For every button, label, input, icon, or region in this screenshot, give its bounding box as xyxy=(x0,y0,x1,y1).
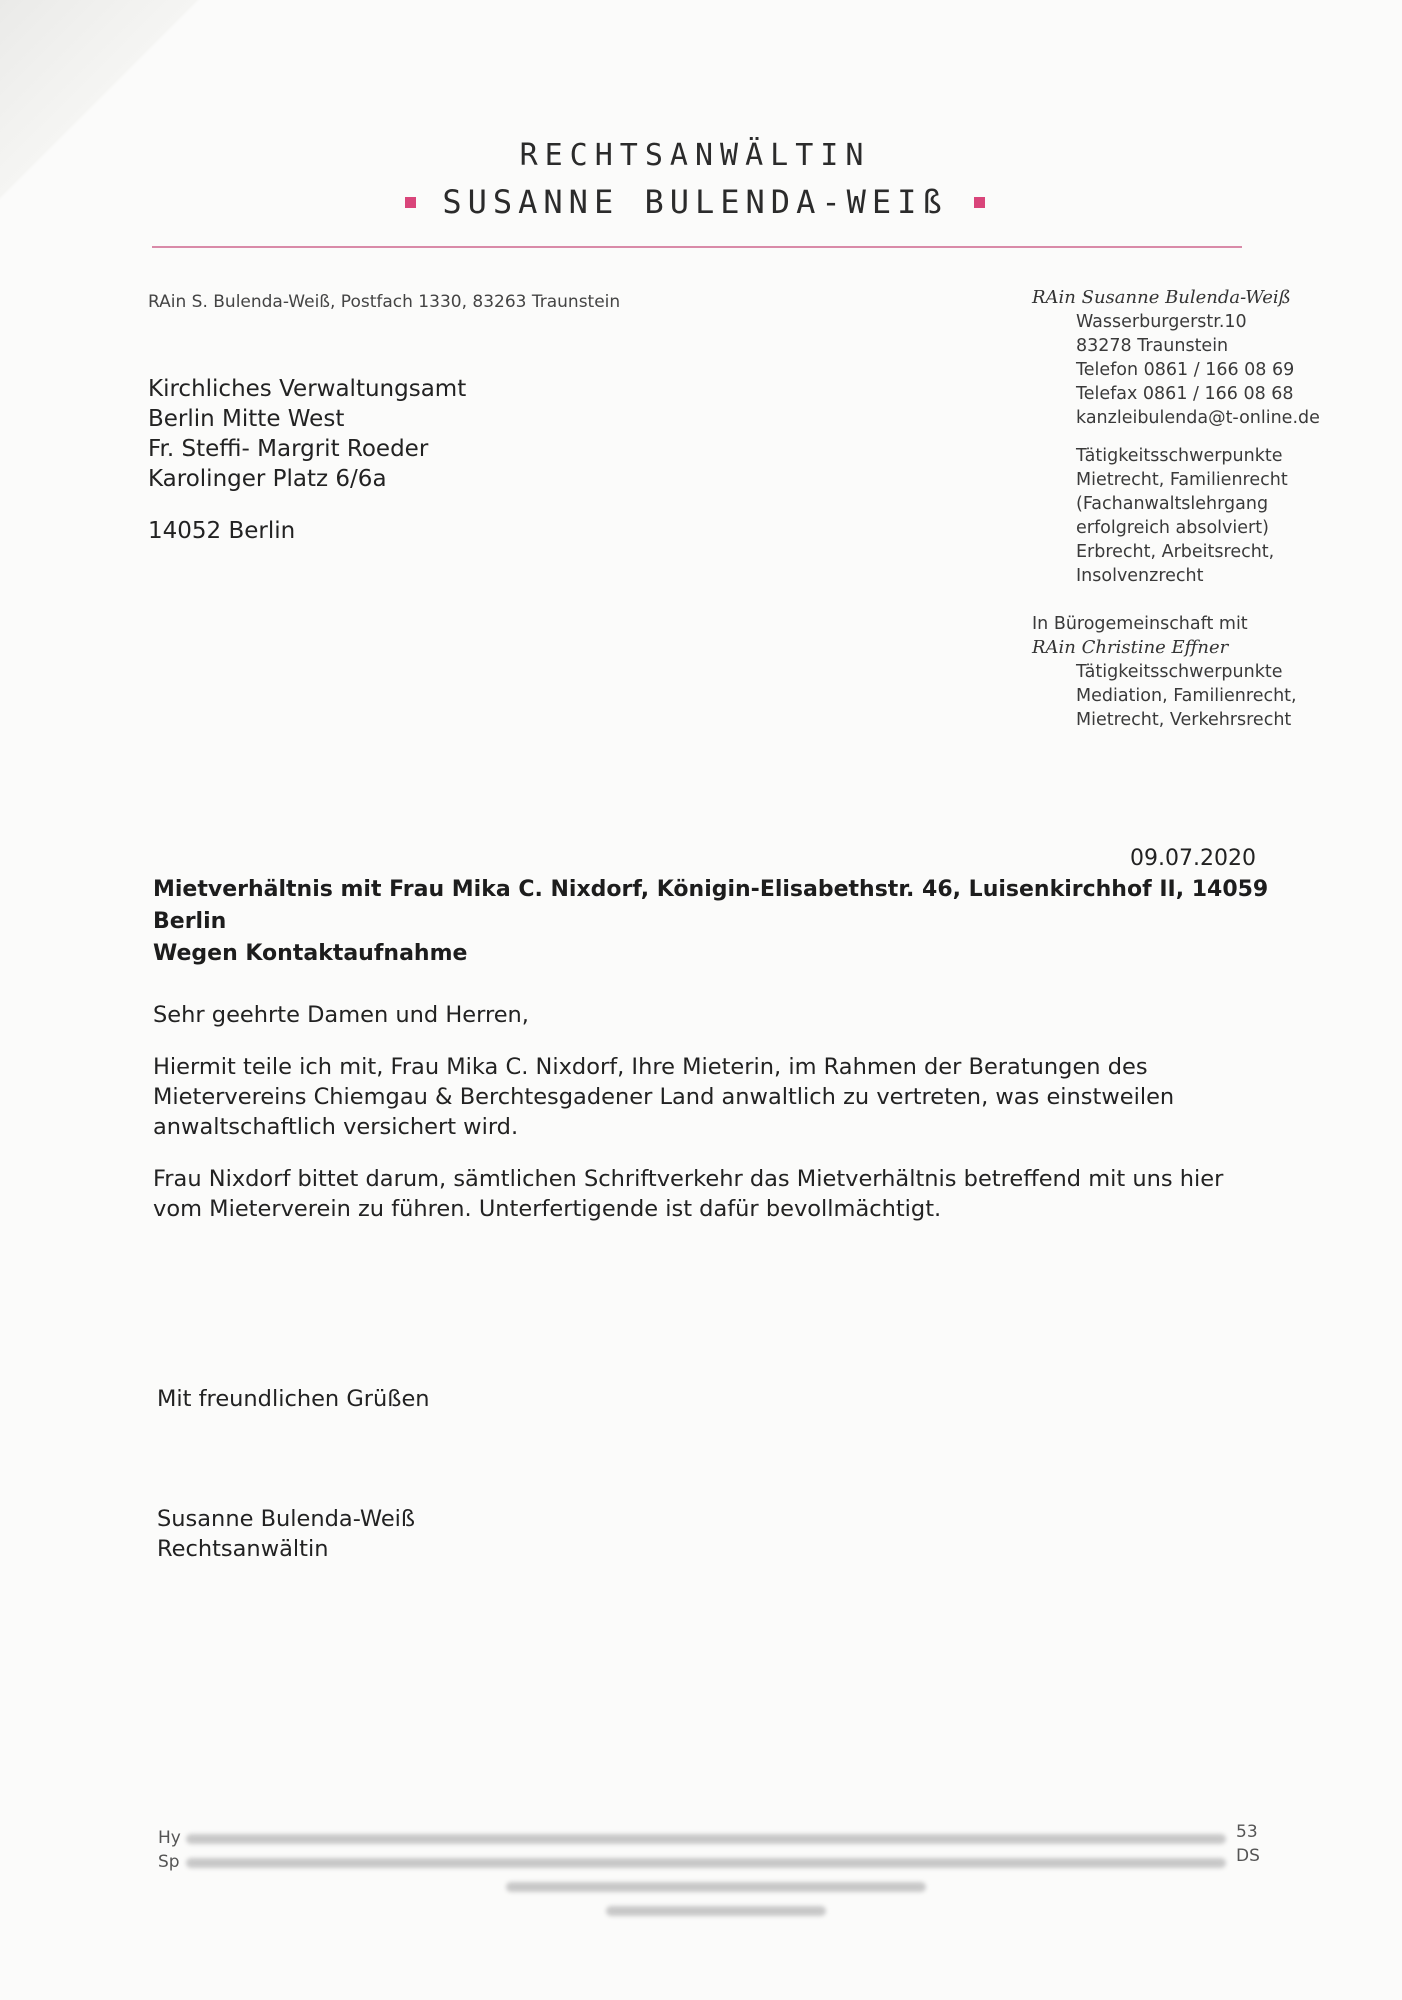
sidebar-address-line: Wasserburgerstr.10 xyxy=(1076,312,1247,332)
subject-line-1: Mietverhältnis mit Frau Mika C. Nixdorf, Königin-Elisabethstr. 46, Luisenkirchhof II, 14059 Berlin xyxy=(153,877,1269,934)
subject-line-2: Wegen Kontaktaufnahme xyxy=(153,941,468,966)
letter-date: 09.07.2020 xyxy=(1130,846,1256,871)
letterhead-name-row xyxy=(150,183,1240,221)
footer-fragment: 53 xyxy=(1236,1822,1258,1842)
signature-block xyxy=(157,1504,415,1564)
recipient-line: Berlin Mitte West xyxy=(148,406,345,432)
sidebar-partnership-label: In Bürogemeinschaft mit xyxy=(1032,614,1248,634)
letterhead-name: SUSANNE BULENDA-WEIß xyxy=(442,183,948,221)
sidebar-partner-focus-line: Mediation, Familienrecht, xyxy=(1076,686,1297,706)
sidebar-focus-line: Mietrecht, Familienrecht xyxy=(1076,470,1288,490)
sidebar-focus xyxy=(1076,444,1362,588)
sidebar-partner-focus-line: Mietrecht, Verkehrsrecht xyxy=(1076,710,1292,730)
sidebar-fax: Telefax 0861 / 166 08 68 xyxy=(1076,384,1294,404)
recipient-city: 14052 Berlin xyxy=(148,518,296,544)
sidebar-focus-line: Tätigkeitsschwerpunkte xyxy=(1076,446,1283,466)
closing: Mit freundlichen Grüßen xyxy=(157,1386,430,1412)
letterhead-divider xyxy=(152,246,1242,248)
sidebar-focus-line: (Fachanwaltslehrgang xyxy=(1076,494,1269,514)
sidebar-partner-name: RAin Christine Effner xyxy=(1032,637,1229,658)
sidebar-partner-focus-line: Tätigkeitsschwerpunkte xyxy=(1076,662,1283,682)
sidebar-address xyxy=(1032,310,1362,588)
signature-name: Susanne Bulenda-Weiß xyxy=(157,1506,416,1532)
footer-fragment: Sp xyxy=(158,1852,180,1872)
recipient-line: Fr. Steffi- Margrit Roeder xyxy=(148,436,429,462)
sender-return-address: RAin S. Bulenda-Weiß, Postfach 1330, 83263 Traunstein xyxy=(148,292,621,312)
redacted-footer-line xyxy=(186,1858,1226,1868)
sidebar-email: kanzleibulenda@t-online.de xyxy=(1076,408,1320,428)
redacted-footer-line xyxy=(606,1906,826,1916)
subject-line xyxy=(153,874,1273,970)
recipient-line: Kirchliches Verwaltungsamt xyxy=(148,376,467,402)
redacted-footer-line xyxy=(186,1834,1226,1844)
pink-square-icon xyxy=(974,197,985,208)
sidebar-focus-line: Erbrecht, Arbeitsrecht, xyxy=(1076,542,1275,562)
body-paragraph-2: Frau Nixdorf bittet darum, sämtlichen Schriftverkehr das Mietverhältnis betreffend mit uns hier vom Mieterverein zu führen. Unterfertigende ist dafür bevollmächtigt. xyxy=(153,1166,1224,1222)
sidebar-signature-name: RAin Susanne Bulenda-Weiß xyxy=(1032,287,1291,308)
sidebar-partner-focus xyxy=(1032,660,1362,732)
letterhead-title: RECHTSANWÄLTIN xyxy=(519,138,871,173)
sender-sidebar xyxy=(1032,286,1362,732)
sidebar-address-line: 83278 Traunstein xyxy=(1076,336,1229,356)
letter-body xyxy=(153,1000,1273,1246)
pink-square-icon xyxy=(405,197,416,208)
redacted-footer-line xyxy=(506,1882,926,1892)
letterhead xyxy=(150,138,1240,221)
recipient-address xyxy=(148,374,466,546)
recipient-line: Karolinger Platz 6/6a xyxy=(148,466,387,492)
body-paragraph-1: Hiermit teile ich mit, Frau Mika C. Nixdorf, Ihre Mieterin, im Rahmen der Beratungen des Mietervereins Chiemgau & Berchtesgadener Land anwaltlich zu vertreten, was einstweilen anwaltschaftlich versichert wird. xyxy=(153,1054,1175,1140)
footer-fragment: Hy xyxy=(158,1828,181,1848)
signature-title: Rechtsanwältin xyxy=(157,1536,329,1562)
page-fold-shadow xyxy=(0,0,200,260)
salutation: Sehr geehrte Damen und Herren, xyxy=(153,1002,529,1028)
footer-fragment: DS xyxy=(1236,1846,1260,1866)
sidebar-phone: Telefon 0861 / 166 08 69 xyxy=(1076,360,1295,380)
sidebar-focus-line: erfolgreich absolviert) xyxy=(1076,518,1269,538)
bank-footer xyxy=(156,1822,1266,1928)
sidebar-focus-line: Insolvenzrecht xyxy=(1076,566,1204,586)
